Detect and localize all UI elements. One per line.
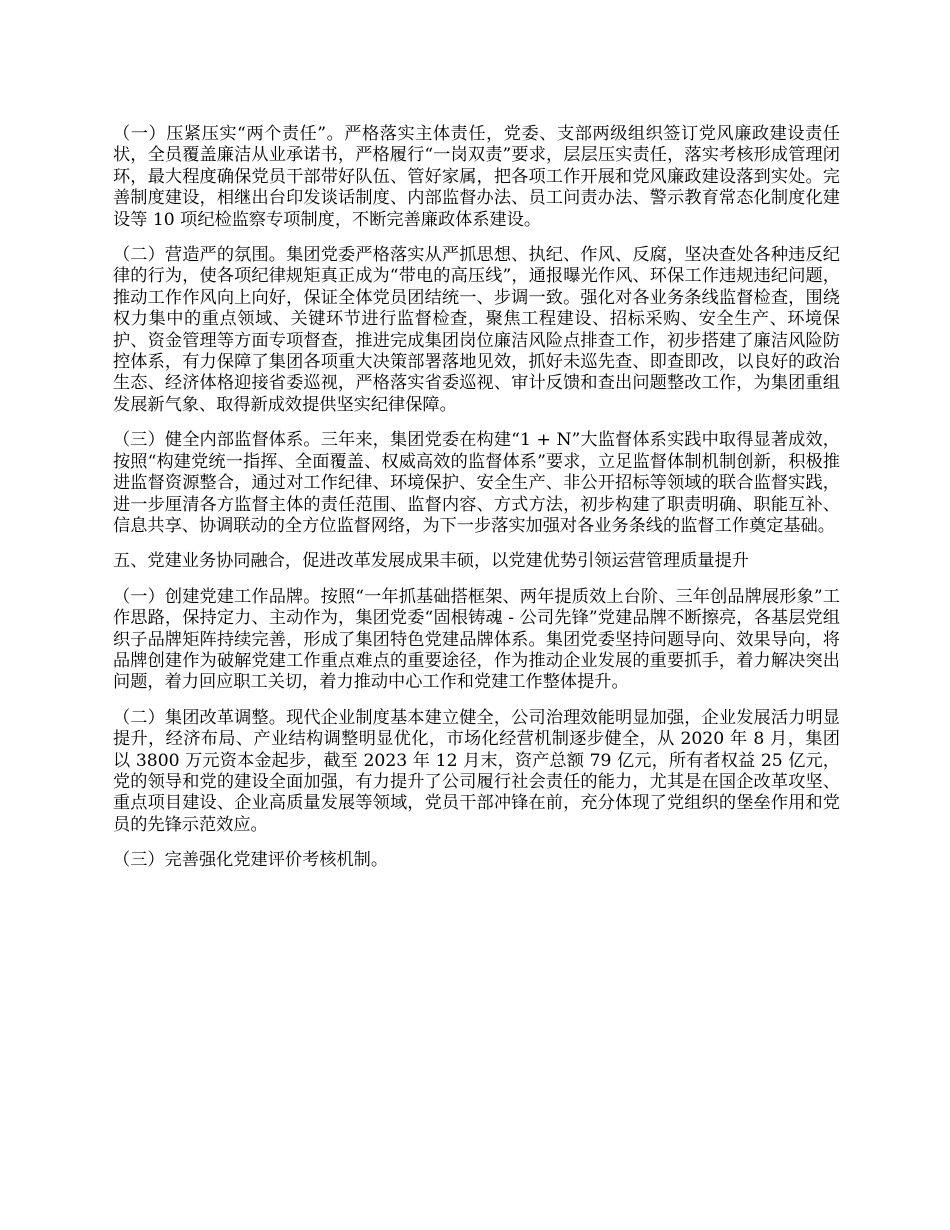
paragraph-internal-supervision: （三）健全内部监督体系。三年来，集团党委在构建“1 + N”大监督体系实践中取得显著成效，按照“构建党统一指挥、全面覆盖、权威高效的监督体系”要求，立足监督体制机制创新，积极推进监督资源整合，通过对工作纪律、环境保护、安全生产、非公开招标等领域的联合监督实践，进一步厘清各方监督主体的责任范围、监督内容、方式方法，初步构建了职责明确、职能互补、信息共享、协调联动的全方位监督网络，为下一步落实加强对各业务条线的监督工作奠定基础。 (113, 430, 840, 536)
paragraph-party-brand: （一）创建党建工作品牌。按照“一年抓基础搭框架、两年提质效上台阶、三年创品牌展形象”工作思路，保持定力、主动作为，集团党委“固根铸魂 - 公司先锋”党建品牌不断擦亮，各基层党组织子品牌矩阵持续完善，形成了集团特色党建品牌体系。集团党委坚持问题导向、效果导向，将品牌创建作为破解党建工作重点难点的重要途径，作为推动企业发展的重要抓手，着力解决突出问题，着力回应职工关切，着力推动中心工作和党建工作整体提升。 (113, 586, 840, 693)
paragraph-strict-atmosphere: （二）营造严的氛围。集团党委严格落实从严抓思想、执纪、作风、反腐，坚决查处各种违反纪律的行为，使各项纪律规矩真正成为“带电的高压线”，通报曝光作风、环保工作违规违纪问题，推动工作作风向上向好，保证全体党员团结统一、步调一致。强化对各业务条线监督检查，围绕权力集中的重点领域、关键环节进行监督检查，聚焦工程建设、招标采购、安全生产、环境保护、资金管理等方面专项督查，推进完成集团岗位廉洁风险点排查工作，初步搭建了廉洁风险防控体系，有力保障了集团各项重大决策部署落地见效，抓好未巡先查、即查即改，以良好的政治生态、经济体格迎接省委巡视，严格落实省委巡视、审计反馈和查出问题整改工作，为集团重组发展新气象、取得新成效提供坚实纪律保障。 (113, 245, 840, 415)
paragraph-evaluation-mechanism: （三）完善强化党建评价考核机制。 (113, 850, 389, 871)
document-body (113, 124, 840, 886)
paragraph-responsibility: （一）压紧压实“两个责任”。严格落实主体责任，党委、支部两级组织签订党风廉政建设责任状，全员覆盖廉洁从业承诺书，严格履行“一岗双责”要求，层层压实责任，落实考核形成管理闭环，最大程度确保党员干部带好队伍、管好家属，把各项工作开展和党风廉政建设落到实处。完善制度建设，相继出台印发谈话制度、内部监督办法、员工问责办法、警示教育常态化制度化建设等 10 项纪检监察专项制度，不断完善廉政体系建设。 (113, 124, 840, 230)
paragraph-group-reform: （二）集团改革调整。现代企业制度基本建立健全，公司治理效能明显加强，企业发展活力明显提升，经济布局、产业结构调整明显优化，市场化经营机制逐步健全，从 2020 年 8 月，集团以 3800 万元资本金起步，截至 2023 年 12 月末，资产总额 79 亿元，所有者权益 25 亿元，党的领导和党的建设全面加强，有力提升了公司履行社会责任的能力，尤其是在国企改革攻坚、重点项目建设、企业高质量发展等领域，党员干部冲锋在前，充分体现了党组织的堡垒作用和党员的先锋示范效应。 (113, 707, 840, 835)
section-heading-five: 五、党建业务协同融合，促进改革发展成果丰硕，以党建优势引领运营管理质量提升 (113, 551, 749, 572)
